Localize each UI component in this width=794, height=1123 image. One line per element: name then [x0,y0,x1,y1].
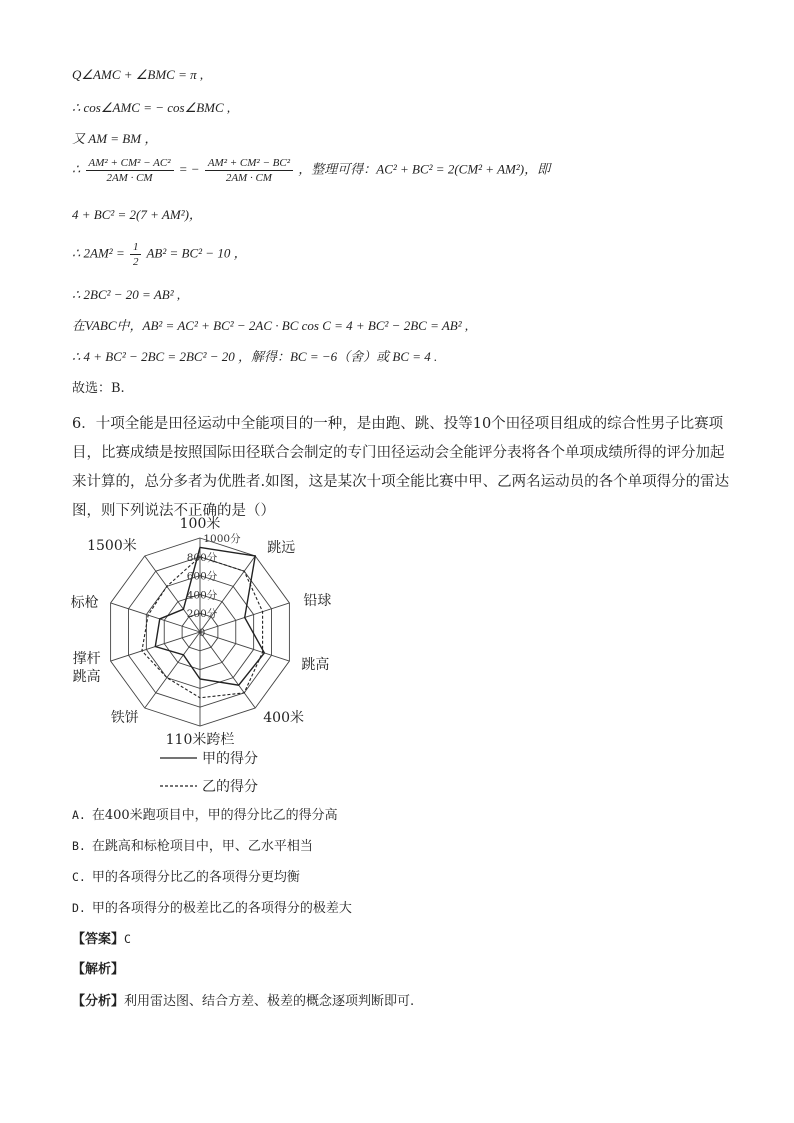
line4-suffix: ，整理可得：AC² + BC² = 2(CM² + AM²)，即 [298,161,551,177]
solution-line-1: Q∠AMC + ∠BMC = π , [72,67,204,82]
answer-line [72,930,137,949]
fraction-1-numerator: AM² + CM² − AC² [86,156,174,171]
radar-ring-label-3: 600分 [186,570,218,583]
fraction-half-denominator: 2 [132,256,139,268]
fraction-half-numerator: 1 [130,240,142,255]
question-6-text: 6．十项全能是田径运动中全能项目的一种，是由跑、跳、投等10个田径项目组成的综合性男子比赛项目，比赛成绩是按照国际田径联合会制定的专门田径运动会全能评分表将各个单项成绩所得的评分加起来计算的，总分多者为优胜者.如图，这是某次十项全能比赛中甲、乙两名运动员的各个单项得分的雷达图，则下列说法不正确的是（） [72,416,730,519]
answer-label: 【答案】 [72,932,125,947]
fenxi-line [72,993,414,1011]
option-b-text: 在跳高和标枪项目中，甲、乙水平相当 [91,839,313,854]
radar-category-label-1: 100米 [179,516,221,532]
fraction-half [130,240,142,269]
radar-category-label-5: 400米 [263,710,304,727]
solution-line-5: 4 + BC² = 2(7 + AM²)， [72,207,202,222]
legend-label-1: 甲的得分 [202,751,258,767]
solution-line-2: ∴ cos∠AMC = − cos∠BMC , [72,100,231,115]
line4-prefix: ∴ [72,161,81,177]
analysis-line [72,961,124,979]
line6-prefix: ∴ 2AM² = [72,245,125,261]
fraction-2-numerator: AM² + CM² − BC² [205,156,293,171]
radar-ring-label-1: 200分 [186,608,218,621]
fraction-2 [205,156,293,185]
option-a-text: 在400米跑项目中，甲的得分比乙的得分高 [91,808,338,823]
option-d-tag: D. [72,901,86,915]
option-a[interactable] [72,806,338,825]
radar-ring-label-0: 0 [198,627,206,639]
radar-category-label-4: 跳高 [301,657,330,674]
option-d-text: 甲的各项得分的极差比乙的各项得分的极差大 [91,901,352,916]
radar-category-label-3: 铅球 [303,592,332,609]
radar-spoke-7 [145,632,200,708]
solution-line-9: ∴ 4 + BC² − 2BC = 2BC² − 20 ，解得：BC = −6（舍）或 BC = 4 . [72,349,438,364]
radar-category-label-7: 铁饼 [110,710,139,727]
fraction-1-denominator: 2AM · CM [106,172,153,184]
solution-line-6 [72,240,247,269]
fraction-2-denominator: 2AM · CM [225,172,272,184]
option-b[interactable] [72,837,313,856]
answer-value: C [124,932,131,946]
fenxi-label: 【分析】 [72,994,125,1009]
radar-category-label-10: 1500米 [87,537,137,554]
option-c[interactable] [72,868,300,887]
solution-line-3: 又 AM = BM ， [72,131,158,146]
radar-category-label-8: 撑杆 [72,651,101,668]
solution-line-7: ∴ 2BC² − 20 = AB² , [72,287,181,302]
solution-line-4 [72,156,550,185]
radar-spoke-4 [200,632,289,661]
option-b-tag: B. [72,839,86,853]
radar-category-label-6: 110米跨栏 [165,732,235,748]
radar-category-label-8-b: 跳高 [72,669,101,686]
option-c-tag: C. [72,870,86,884]
radar-ring-label-4: 800分 [186,551,218,564]
radar-chart [70,516,340,800]
solution-line-10: 故选：B. [72,381,125,396]
legend-label-2: 乙的得分 [202,779,258,795]
line4-mid: = − [178,161,200,177]
line6-suffix: AB² = BC² − 10 ， [146,245,247,261]
analysis-label: 【解析】 [72,962,125,977]
radar-category-label-2: 跳远 [267,539,296,556]
option-d[interactable] [72,899,352,918]
solution-line-8: 在VABC中，AB² = AC² + BC² − 2AC · BC cos C = 4 + BC² − 2BC = AB² , [72,318,469,333]
radar-ring-label-2: 400分 [186,589,218,602]
option-c-text: 甲的各项得分比乙的各项得分更均衡 [91,870,300,885]
radar-ring-labels [187,532,241,639]
option-a-tag: A. [72,808,86,822]
fraction-1 [86,156,174,185]
radar-legend [160,751,258,795]
radar-ring-label-5: 1000分 [203,533,241,545]
fenxi-text: 利用雷达图、结合方差、极差的概念逐项判断即可. [124,994,415,1009]
radar-category-label-9: 标枪 [70,594,99,611]
